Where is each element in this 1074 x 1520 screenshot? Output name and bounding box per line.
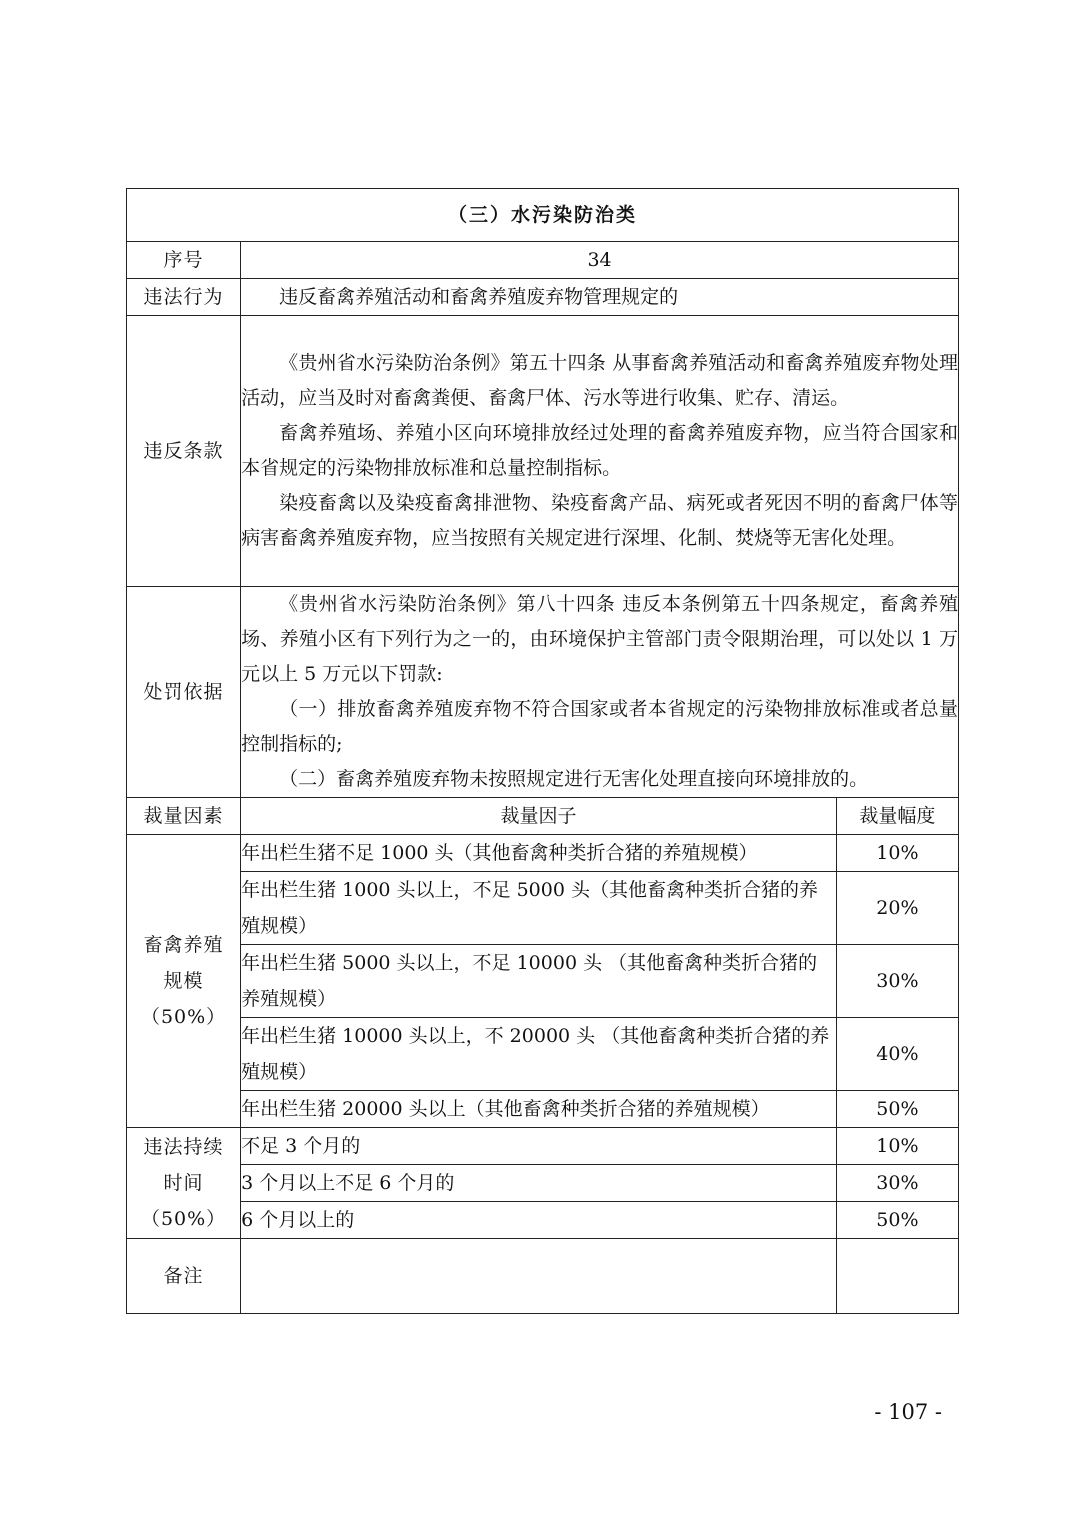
remark-label: 备注 [127, 1239, 241, 1314]
duration-factor: 不足 3 个月的 [241, 1128, 837, 1165]
scale-factor: 年出栏生猪不足 1000 头（其他畜禽种类折合猪的养殖规模） [241, 835, 837, 872]
scale-factor: 年出栏生猪 5000 头以上，不足 10000 头 （其他畜禽种类折合猪的养殖规模） [241, 945, 837, 1018]
page-number: - 107 - [874, 1400, 942, 1424]
scale-label-line: 规模 [163, 970, 204, 992]
penalty-content [241, 587, 959, 798]
violation-label: 违法行为 [127, 279, 241, 316]
remark-range-cell [836, 1239, 958, 1314]
scale-range: 40% [836, 1018, 958, 1091]
scale-label-line: 畜禽养殖 [143, 934, 224, 956]
clause-content [241, 316, 959, 587]
penalty-paragraph: （二）畜禽养殖废弃物未按照规定进行无害化处理直接向环境排放的。 [279, 768, 869, 790]
regulation-table [126, 188, 959, 1314]
penalty-label: 处罚依据 [127, 587, 241, 798]
scale-label [127, 835, 241, 1128]
clause-paragraph: 畜禽养殖场、养殖小区向环境排放经过处理的畜禽养殖废弃物，应当符合国家和本省规定的污染物排放标准和总量控制指标。 [241, 422, 958, 479]
violation-value [241, 279, 959, 316]
table-title: （三）水污染防治类 [127, 189, 959, 242]
duration-range: 30% [836, 1165, 958, 1202]
duration-factor: 3 个月以上不足 6 个月的 [241, 1165, 837, 1202]
scale-factor: 年出栏生猪 10000 头以上，不 20000 头 （其他畜禽种类折合猪的养殖规模） [241, 1018, 837, 1091]
scale-factor: 年出栏生猪 20000 头以上（其他畜禽种类折合猪的养殖规模） [241, 1091, 837, 1128]
scale-range: 10% [836, 835, 958, 872]
factor-column-header: 裁量因子 [241, 798, 837, 835]
penalty-paragraph: 《贵州省水污染防治条例》第八十四条 违反本条例第五十四条规定，畜禽养殖场、养殖小区有下列行为之一的，由环境保护主管部门责令限期治理，可以处以 1 万元以上 5 万元以下罚款: [241, 593, 958, 685]
duration-factor: 6 个月以上的 [241, 1202, 837, 1239]
scale-range: 30% [836, 945, 958, 1018]
duration-label-line: 时间 [163, 1172, 204, 1194]
clause-paragraph: 染疫畜禽以及染疫畜禽排泄物、染疫畜禽产品、病死或者死因不明的畜禽尸体等病害畜禽养殖废弃物，应当按照有关规定进行深埋、化制、焚烧等无害化处理。 [241, 492, 958, 549]
serial-value: 34 [241, 242, 959, 279]
penalty-paragraph: （一）排放畜禽养殖废弃物不符合国家或者本省规定的污染物排放标准或者总量控制指标的; [241, 698, 958, 755]
scale-range: 20% [836, 872, 958, 945]
duration-range: 10% [836, 1128, 958, 1165]
serial-label: 序号 [127, 242, 241, 279]
factor-header: 裁量因素 [127, 798, 241, 835]
duration-label [127, 1128, 241, 1239]
remark-factor-cell [241, 1239, 837, 1314]
clause-label: 违反条款 [127, 316, 241, 587]
scale-factor: 年出栏生猪 1000 头以上，不足 5000 头（其他畜禽种类折合猪的养殖规模） [241, 872, 837, 945]
duration-range: 50% [836, 1202, 958, 1239]
scale-label-line: （50%） [140, 1006, 227, 1028]
duration-label-line: 违法持续 [143, 1136, 224, 1158]
duration-label-line: （50%） [140, 1208, 227, 1230]
violation-text: 违反畜禽养殖活动和畜禽养殖废弃物管理规定的 [279, 285, 679, 308]
range-column-header: 裁量幅度 [836, 798, 958, 835]
scale-range: 50% [836, 1091, 958, 1128]
clause-paragraph: 《贵州省水污染防治条例》第五十四条 从事畜禽养殖活动和畜禽养殖废弃物处理活动，应当及时对畜禽粪便、畜禽尸体、污水等进行收集、贮存、清运。 [241, 352, 958, 409]
